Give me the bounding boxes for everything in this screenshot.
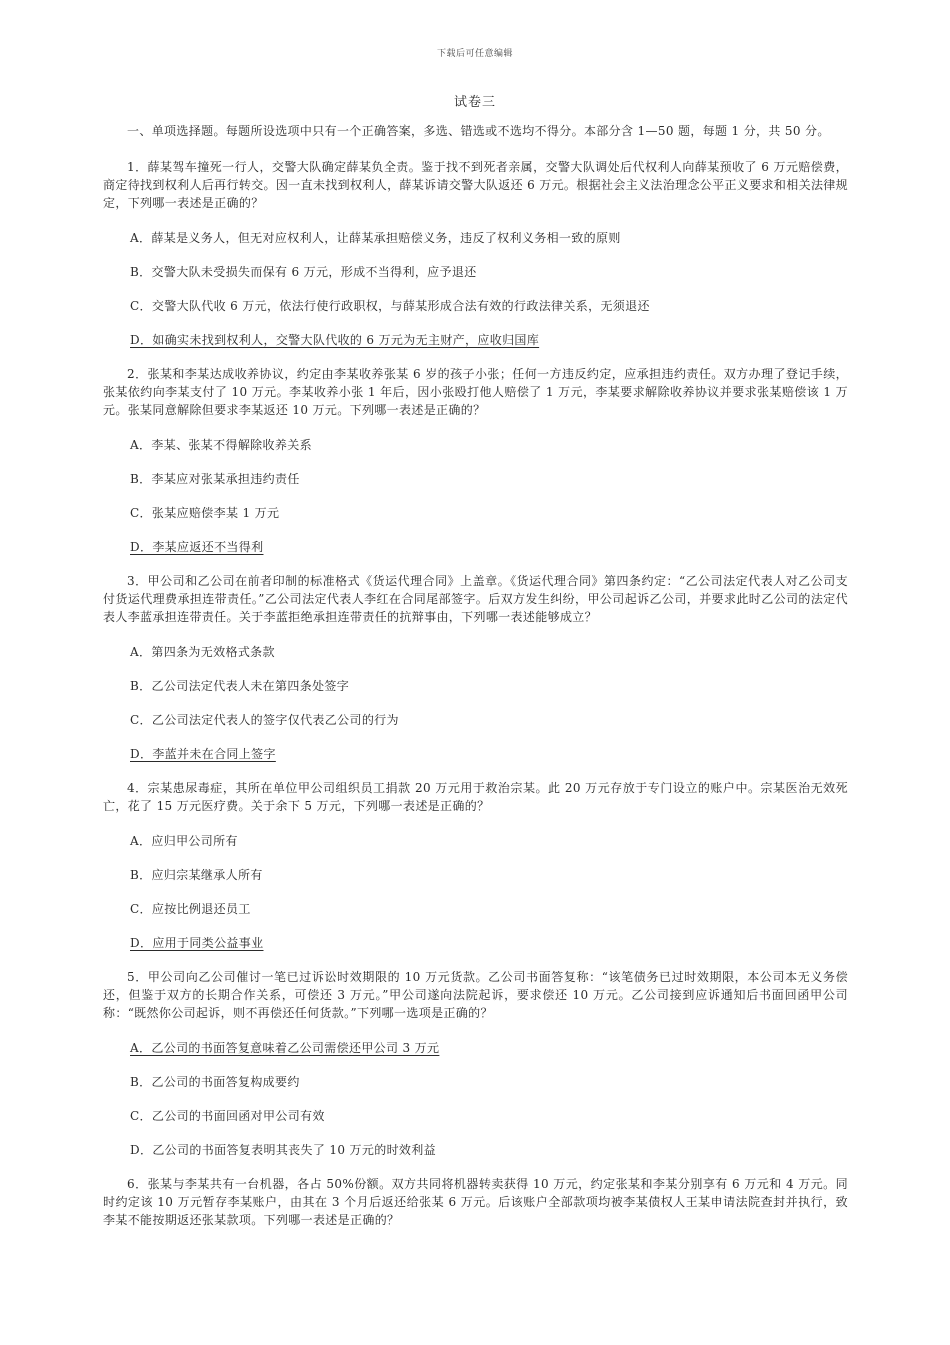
question-4 — [103, 779, 848, 952]
document-body — [103, 122, 848, 1246]
section-intro: 一、单项选择题。每题所设选项中只有一个正确答案，多选、错选或不选均不得分。本部分含 1—50 题，每题 1 分，共 50 分。 — [127, 124, 830, 138]
question-2 — [103, 365, 848, 556]
question-5 — [103, 968, 848, 1159]
option-text: D．李蓝并未在合同上签字 — [130, 747, 276, 761]
option-text: B．应归宗某继承人所有 — [130, 868, 263, 882]
question-stem: 5．甲公司向乙公司催讨一笔已过诉讼时效期限的 10 万元货款。乙公司书面答复称：“该笔债务已过时效期限，本公司本无义务偿还，但鉴于双方的长期合作关系，可偿还 3 万元。”甲公司遂向法院起诉，要求偿还 10 万元。乙公司接到应诉通知后书面回函甲公司称：“既然你公司起诉，则不再偿还任何货款。”下列哪一选项是正确的？ — [103, 970, 848, 1020]
option-text: C．乙公司的书面回函对甲公司有效 — [130, 1109, 325, 1123]
option-text: A．第四条为无效格式条款 — [130, 645, 275, 659]
option-text: D．应用于同类公益事业 — [130, 936, 264, 950]
question-3 — [103, 572, 848, 763]
option-text: A．应归甲公司所有 — [130, 834, 238, 848]
option-c — [130, 1107, 848, 1125]
option-text: A．李某、张某不得解除收养关系 — [130, 438, 312, 452]
question-stem: 4．宗某患尿毒症，其所在单位甲公司组织员工捐款 20 万元用于救治宗某。此 20 万元存放于专门设立的账户中。宗某医治无效死亡，花了 15 万元医疗费。关于余下 5 万元，下列哪一表述是正确的？ — [103, 781, 848, 813]
option-c — [130, 900, 848, 918]
option-text: D．李某应返还不当得利 — [130, 540, 264, 554]
option-text: C．交警大队代收 6 万元，依法行使行政职权，与薛某形成合法有效的行政法律关系，无须退还 — [130, 299, 650, 313]
option-b — [130, 677, 848, 695]
option-text: A．薛某是义务人，但无对应权利人，让薛某承担赔偿义务，违反了权利义务相一致的原则 — [130, 231, 621, 245]
question-6 — [103, 1175, 848, 1229]
option-text: C．张某应赔偿李某 1 万元 — [130, 506, 280, 520]
option-text: B．乙公司的书面答复构成要约 — [130, 1075, 300, 1089]
header-note: 下载后可任意编辑 — [436, 49, 513, 59]
option-text: B．交警大队未受损失而保有 6 万元，形成不当得利，应予退还 — [130, 265, 477, 279]
option-d-answer — [130, 934, 848, 952]
option-text: A．乙公司的书面答复意味着乙公司需偿还甲公司 3 万元 — [130, 1041, 440, 1055]
question-1 — [103, 158, 848, 349]
option-d — [130, 1141, 848, 1159]
option-c — [130, 504, 848, 522]
option-text: B．乙公司法定代表人未在第四条处签字 — [130, 679, 350, 693]
option-text: D．如确实未找到权利人，交警大队代收的 6 万元为无主财产，应收归国库 — [130, 333, 540, 347]
option-text: D．乙公司的书面答复表明其丧失了 10 万元的时效利益 — [130, 1143, 436, 1157]
option-b — [130, 866, 848, 884]
page-title: 试卷三 — [453, 95, 496, 110]
option-text: B．李某应对张某承担违约责任 — [130, 472, 300, 486]
option-c — [130, 711, 848, 729]
option-text: C．乙公司法定代表人的签字仅代表乙公司的行为 — [130, 713, 399, 727]
question-stem: 2．张某和李某达成收养协议，约定由李某收养张某 6 岁的孩子小张；任何一方违反约定，应承担违约责任。双方办理了登记手续，张某依约向李某支付了 10 万元。李某收养小张 1 年后，因小张殴打他人赔偿了 1 万元，李某要求解除收养协议并要求张某赔偿该 1 万元。张某同意解除但要求李某返还 10 万元。下列哪一表述是正确的？ — [103, 367, 848, 417]
option-b — [130, 263, 848, 281]
option-c — [130, 297, 848, 315]
option-b — [130, 1073, 848, 1091]
question-stem: 1．薛某驾车撞死一行人，交警大队确定薛某负全责。鉴于找不到死者亲属，交警大队调处后代权利人向薛某预收了 6 万元赔偿费，商定待找到权利人后再行转交。因一直未找到权利人，薛某诉请交警大队返还 6 万元。根据社会主义法治理念公平正义要求和相关法律规定，下列哪一表述是正确的？ — [103, 160, 848, 210]
option-b — [130, 470, 848, 488]
option-a — [130, 832, 848, 850]
option-d-answer — [130, 331, 848, 349]
question-stem: 3．甲公司和乙公司在前者印制的标准格式《货运代理合同》上盖章。《货运代理合同》第四条约定：“乙公司法定代表人对乙公司支付货运代理费承担连带责任。”乙公司法定代表人李红在合同尾部签字。后双方发生纠纷，甲公司起诉乙公司，并要求此时乙公司的法定代表人李蓝承担连带责任。关于李蓝拒绝承担连带责任的抗辩事由，下列哪一表述能够成立？ — [103, 574, 848, 624]
option-a — [130, 643, 848, 661]
option-d-answer — [130, 538, 848, 556]
option-d-answer — [130, 745, 848, 763]
question-stem: 6．张某与李某共有一台机器，各占 50%份额。双方共同将机器转卖获得 10 万元，约定张某和李某分别享有 6 万元和 4 万元。同时约定该 10 万元暂存李某账户，由其在 3 个月后返还给张某 6 万元。后该账户全部款项均被李某债权人王某申请法院查封并执行，致李某不能按期返还张某款项。下列哪一表述是正确的？ — [103, 1177, 848, 1227]
option-text: C．应按比例退还员工 — [130, 902, 251, 916]
option-a — [130, 229, 848, 247]
option-a — [130, 436, 848, 454]
option-a-answer — [130, 1039, 848, 1057]
